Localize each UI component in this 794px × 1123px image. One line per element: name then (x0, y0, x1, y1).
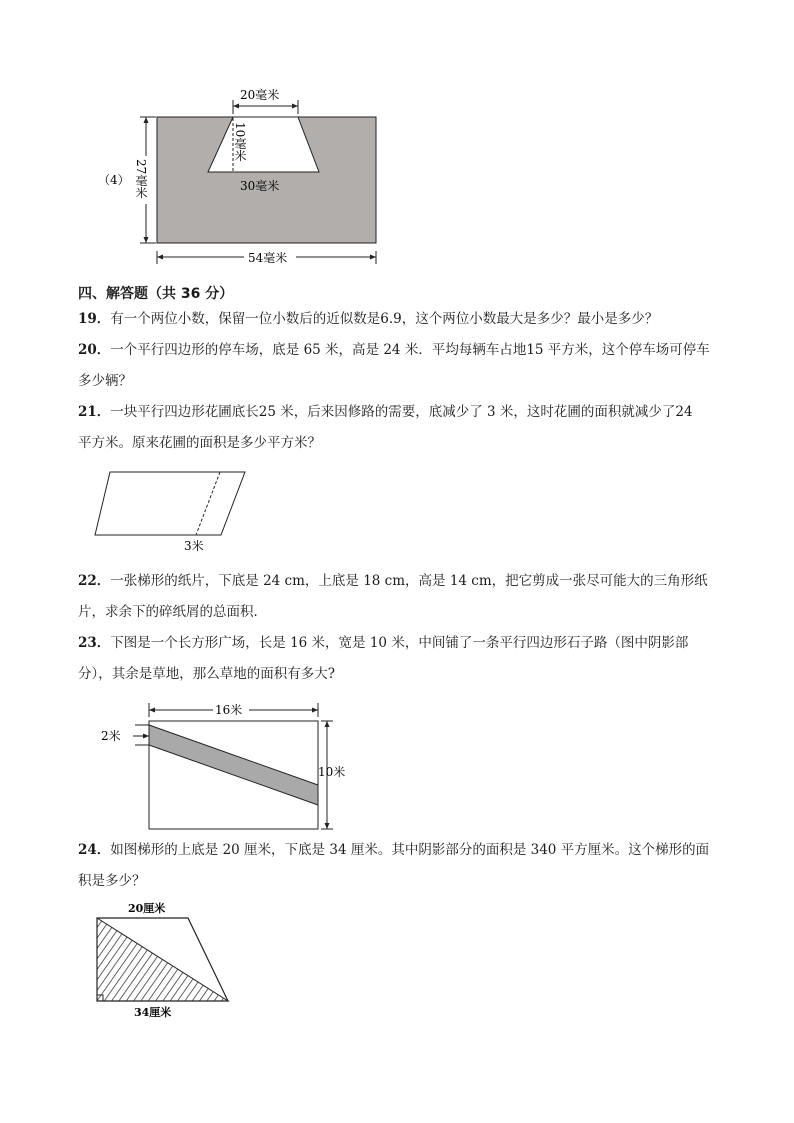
figure-21-parallelogram (88, 465, 258, 557)
figure-4-rectangle-notch (90, 80, 400, 270)
fig4-height-label: 10毫米 (233, 122, 247, 162)
fig23-left-label: 2米 (101, 729, 121, 743)
question-19: 19．有一个两位小数，保留一位小数后的近似数是6.9，这个两位小数最大是多少？最小是多少？ (78, 311, 659, 327)
fig23-road (149, 725, 318, 805)
fig21-cut-dashed (196, 472, 220, 535)
question-23: 23．下图是一个长方形广场，长是 16 米，宽是 10 米，中间铺了一条平行四边形石子路（图中阴影部 分），其余是草地，那么草地的面积有多大? (78, 635, 689, 682)
fig4-side: 27毫米 (134, 159, 148, 199)
question-22: 22．一张梯形的纸片，下底是 24 cm，上底是 18 cm，高是 14 cm，把它剪成一张尽可能大的三角形纸 片，求余下的碎纸屑的总面积． (78, 573, 708, 620)
fig24-top-label: 20厘米 (128, 902, 166, 915)
section-title: 四、解答题（共 36 分） (78, 286, 234, 302)
fig21-label: 3米 (184, 539, 204, 553)
figure-24-trapezoid (88, 898, 248, 1023)
fig4-bottom-width: 30毫米 (240, 179, 280, 193)
fig23-right-label: 10米 (318, 765, 346, 779)
question-20: 20．一个平行四边形的停车场，底是 65 米，高是 24 米．平均每辆车占地15 平方米，这个停车场可停车 多少辆？ (78, 342, 710, 389)
fig4-label: （4） (98, 173, 130, 187)
fig4-base: 54毫米 (248, 251, 288, 265)
question-24: 24．如图梯形的上底是 20 厘米，下底是 34 厘米。其中阴影部分的面积是 340 平方厘米。这个梯形的面 积是多少？ (78, 842, 710, 889)
figure-23-plaza (95, 697, 365, 834)
fig4-top-width: 20毫米 (240, 88, 280, 102)
fig24-bottom-label: 34厘米 (134, 1006, 172, 1019)
fig21-parallelogram (95, 472, 245, 535)
question-21: 21．一块平行四边形花圃底长25 米，后来因修路的需要，底减少了 3 米，这时花圃的面积就减少了24 平方米。原来花圃的面积是多少平方米？ (78, 404, 693, 451)
fig23-top-label: 16米 (215, 703, 243, 717)
